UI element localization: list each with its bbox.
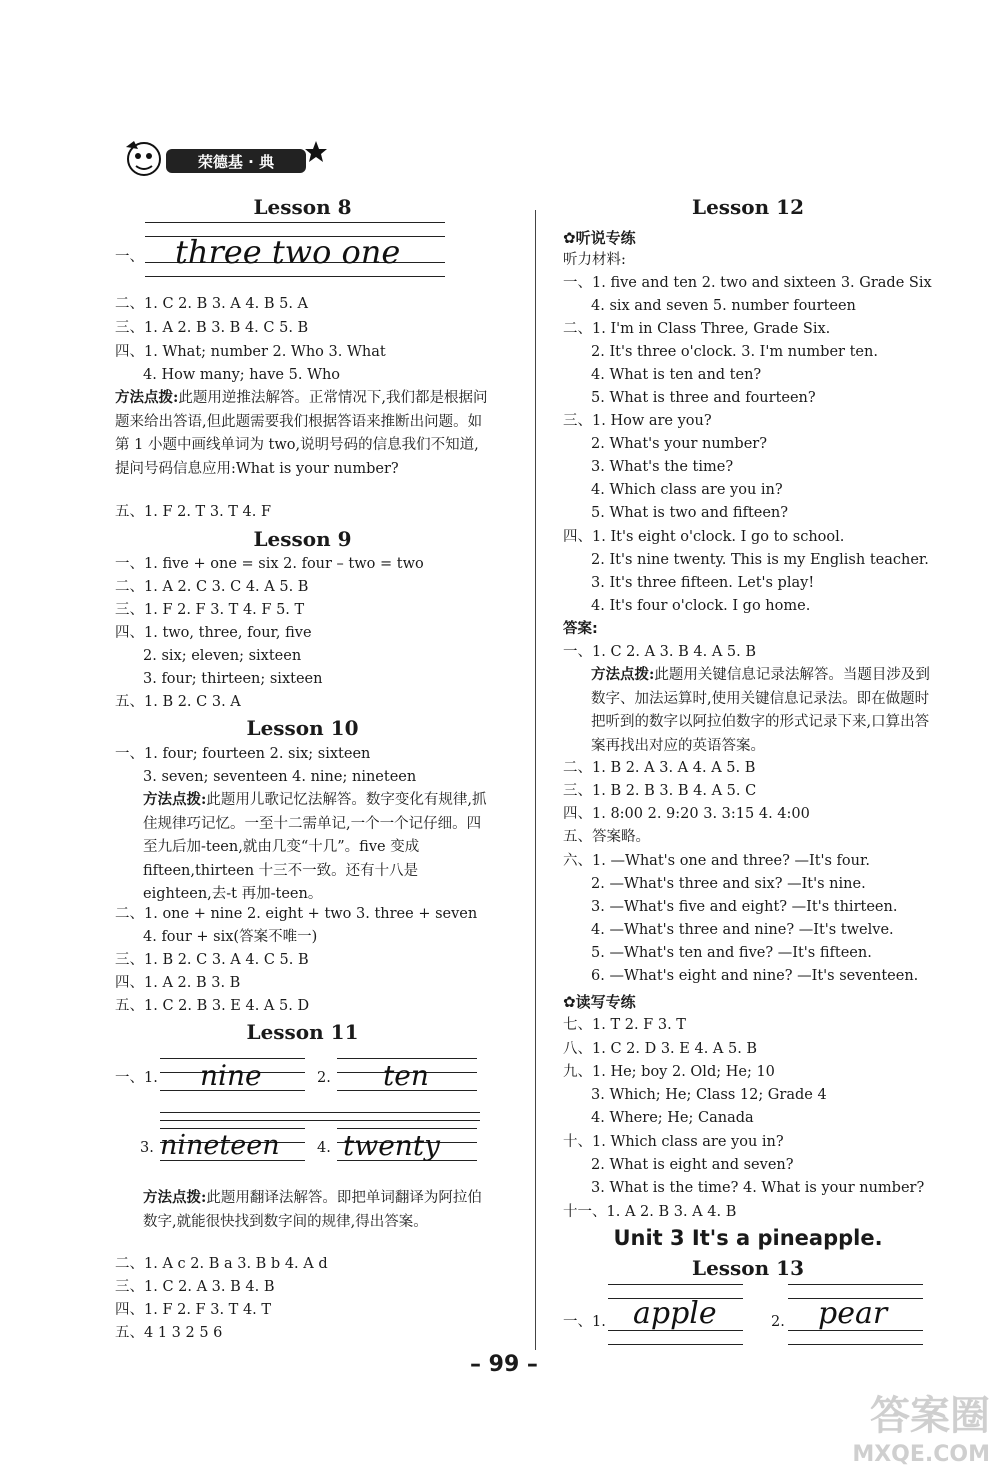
page-number: – 99 – [470,1352,538,1377]
l10-q2b: 4. four + six(答案不唯一) [143,929,318,945]
l11-word1: nine [200,1059,262,1092]
l12-j1: 十一、1. A 2. B 3. A 4. B [563,1204,737,1220]
watermark-logo: 答案圈 [870,1393,990,1439]
lesson12-title: Lesson 12 [692,195,804,219]
l11-q3: 三、1. C 2. A 3. B 4. B [115,1279,275,1295]
l13-q1-label: 一、1. [563,1314,606,1330]
l12-e1: 一、1. C 2. A 3. B 4. A 5. B [563,644,757,660]
l10-q2a: 二、1. one + nine 2. eight + two 3. three + seven [115,906,478,922]
paw-icon: ✿ [563,229,576,247]
l12-c4: 4. Which class are you in? [591,482,783,498]
l12-b1: 二、1. I'm in Class Three, Grade Six. [563,321,831,337]
l8-q1-label: 一、 [115,249,144,265]
l12-d1: 四、1. It's eight o'clock. I go to school. [563,529,845,545]
l9-q2: 二、1. A 2. C 3. C 4. A 5. B [115,579,309,595]
l8-q3: 三、1. A 2. B 3. B 4. C 5. B [115,320,309,336]
l9-q4a: 四、1. two, three, four, five [115,625,312,641]
l12-h2: 八、1. C 2. D 3. E 4. A 5. B [563,1041,758,1057]
l12-tip: 方法点拨:此题用关键信息记录法解答。当题目涉及到数字、加法运算时,使用关键信息记录法。即在做题时把听到的数字以阿拉伯数字的形式记录下来,口算出答案再找出对应的英语答案。 [591,666,930,754]
l12-answers-label: 答案: [563,621,598,637]
l8-q2: 二、1. C 2. B 3. A 4. B 5. A [115,296,309,312]
l9-q3: 三、1. F 2. F 3. T 4. F 5. T [115,602,305,618]
l12-h4: 3. Which; He; Class 12; Grade 4 [591,1087,827,1103]
l9-q4c: 3. four; thirteen; sixteen [143,671,323,687]
l10-q3: 三、1. B 2. C 3. A 4. C 5. B [115,952,309,968]
l11-word3: nineteen [160,1130,280,1161]
l11-word4: twenty [343,1129,440,1162]
l8-q5: 五、1. F 2. T 3. T 4. F [115,504,272,520]
l9-q4b: 2. six; eleven; sixteen [143,648,302,664]
l13-num2: 2. [771,1314,785,1330]
brand-text: 荣德基 · 典 [197,153,275,171]
l11-tip: 方法点拨:此题用翻译法解答。即把单词翻译为阿拉伯数字,就能很快找到数字间的规律,得出答案。 [143,1189,482,1230]
l12-c3: 3. What's the time? [591,459,734,475]
l10-q4: 四、1. A 2. B 3. B [115,975,241,991]
l12-h5: 4. Where; He; Canada [591,1110,754,1126]
l10-q1b: 3. seven; seventeen 4. nine; nineteen [143,769,417,785]
l12-a2: 4. six and seven 5. number fourteen [591,298,856,314]
l13-word2: pear [818,1296,888,1331]
l11-num2: 2. [317,1070,331,1086]
l12-d3: 3. It's three fifteen. Let's play! [591,575,815,591]
section-listening: ✿听说专练 [563,229,636,247]
lesson13-title: Lesson 13 [692,1256,804,1280]
l11-q1-label: 一、1. [115,1070,158,1086]
l11-num3: 3. [140,1140,154,1156]
l12-h3: 九、1. He; boy 2. Old; He; 10 [563,1064,775,1080]
l12-f3: 四、1. 8:00 2. 9:20 3. 3:15 4. 4:00 [563,806,810,822]
l8-q4a: 四、1. What; number 2. Who 3. What [115,344,386,360]
paw-icon: ✿ [563,993,576,1011]
l12-b2: 2. It's three o'clock. 3. I'm number ten. [591,344,878,360]
l10-tip: 方法点拨:此题用儿歌记忆法解答。数字变化有规律,抓住规律巧记忆。一至十二需单记,一个一个记仔细。四至九后加-teen,就由几变“十几”。five 变成 fifteen,thirteen 十三不一致。还有十八是 eighteen,去-t 再加-teen。 [143,791,487,902]
l12-a1: 一、1. five and ten 2. two and sixteen 3. Grade Six [563,275,932,291]
lesson9-title: Lesson 9 [253,527,352,551]
l11-word2: ten [383,1059,429,1092]
unit3-title: Unit 3 It's a pineapple. [613,1226,883,1250]
lesson11-title: Lesson 11 [246,1020,359,1044]
brand-logo [116,135,331,185]
l12-material: 听力材料: [563,252,626,268]
l12-b3: 4. What is ten and ten? [591,367,762,383]
l8-tip: 方法点拨:此题用逆推法解答。正常情况下,我们都是根据问题来给出答语,但此题需要我们根据答语来推断出问题。如第 1 小题中画线单词为 two,说明号码的信息我们不知道,提问号码信息应用:What is your number? [115,389,488,477]
l10-q1a: 一、1. four; fourteen 2. six; sixteen [115,746,371,762]
l12-g3: 3. —What's five and eight? —It's thirteen. [591,899,898,915]
l12-g1: 六、1. —What's one and three? —It's four. [563,853,870,869]
l8-q4b: 4. How many; have 5. Who [143,367,341,383]
l12-c2: 2. What's your number? [591,436,767,452]
section-reading-writing: ✿读写专练 [563,993,636,1011]
l8-q1-handwriting: three two one [175,233,401,271]
l11-q4: 四、1. F 2. F 3. T 4. T [115,1302,272,1318]
l12-c1: 三、1. How are you? [563,413,712,429]
l10-q5: 五、1. C 2. B 3. E 4. A 5. D [115,998,310,1014]
l12-d2: 2. It's nine twenty. This is my English teacher. [591,552,929,568]
lesson8-title: Lesson 8 [253,195,352,219]
l9-q1: 一、1. five + one = six 2. four – two = two [115,556,424,572]
l12-g5: 5. —What's ten and five? —It's fifteen. [591,945,872,961]
l11-num4: 4. [317,1140,331,1156]
l12-i2: 2. What is eight and seven? [591,1157,794,1173]
l12-i3: 3. What is the time? 4. What is your number? [591,1180,925,1196]
l12-f2: 三、1. B 2. B 3. B 4. A 5. C [563,783,757,799]
l12-h1: 七、1. T 2. F 3. T [563,1017,686,1033]
watermark-url: MXQE.COM [852,1442,990,1467]
l12-i1: 十、1. Which class are you in? [563,1134,784,1150]
l11-q2: 二、1. A c 2. B a 3. B b 4. A d [115,1256,328,1272]
l12-g2: 2. —What's three and six? —It's nine. [591,876,866,892]
l12-f1: 二、1. B 2. A 3. A 4. A 5. B [563,760,756,776]
l11-q5: 五、4 1 3 2 5 6 [115,1325,223,1341]
l12-f4: 五、答案略。 [563,829,650,845]
l9-q5: 五、1. B 2. C 3. A [115,694,241,710]
lesson10-title: Lesson 10 [246,716,359,740]
l12-d4: 4. It's four o'clock. I go home. [591,598,811,614]
l13-word1: apple [633,1296,717,1331]
column-divider [535,210,536,1350]
l12-g4: 4. —What's three and nine? —It's twelve. [591,922,894,938]
l12-g6: 6. —What's eight and nine? —It's seventeen. [591,968,919,984]
l12-c5: 5. What is two and fifteen? [591,505,789,521]
l12-b4: 5. What is three and fourteen? [591,390,816,406]
